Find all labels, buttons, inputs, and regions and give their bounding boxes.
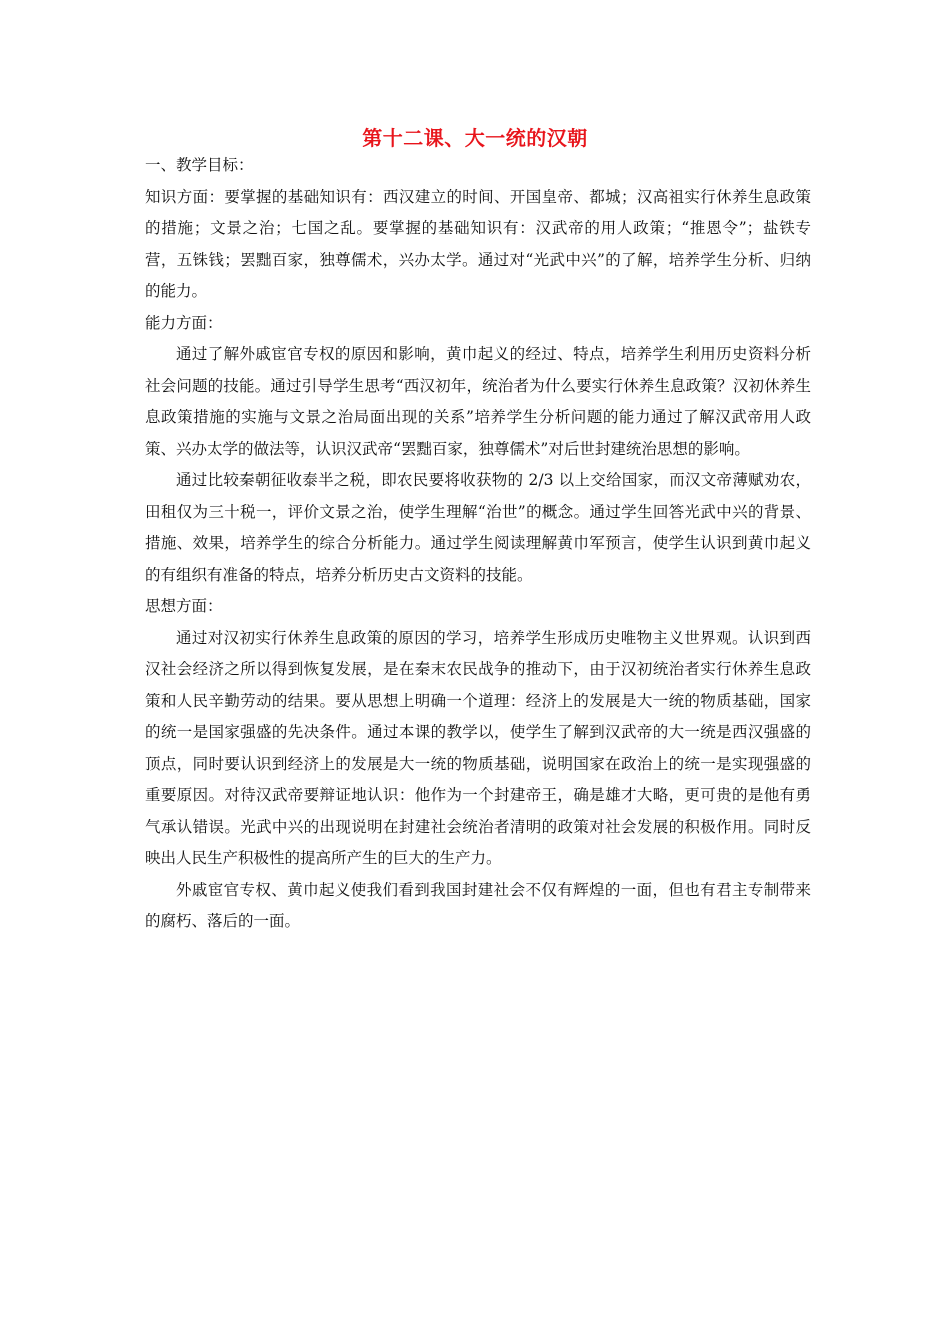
thought-paragraph-2: 外戚宦官专权、黄巾起义使我们看到我国封建社会不仅有辉煌的一面，但也有君主专制带来的腐朽、落后的一面。 [145, 880, 811, 930]
ability-paragraph-2: 通过比较秦朝征收泰半之税，即农民要将收获物的 2/3 以上交给国家，而汉文帝薄赋劝农，田租仅为三十税一，评价文景之治，使学生理解“治世”的概念。通过学生回答光武中兴的背景、措施、效果，培养学生的综合分析能力。通过学生阅读理解黄巾军预言，使学生认识到黄巾起义的有组织有准备的特点，培养分析历史古文资料的技能。 [145, 471, 811, 584]
section-heading: 一、教学目标： [145, 156, 254, 174]
thought-heading: 思想方面： [145, 597, 223, 615]
ability-paragraph-1: 通过了解外戚宦官专权的原因和影响，黄巾起义的经过、特点，培养学生利用历史资料分析社会问题的技能。通过引导学生思考“西汉初年，统治者为什么要实行休养生息政策？汉初休养生息政策措施的实施与文景之治局面出现的关系”培养学生分析问题的能力通过了解汉武帝用人政策、兴办太学的做法等，认识汉武帝“罢黜百家，独尊儒术”对后世封建统治思想的影响。 [145, 345, 811, 458]
document-body [145, 150, 811, 938]
document-title: 第十二课、大一统的汉朝 [362, 126, 588, 150]
knowledge-paragraph: 知识方面：要掌握的基础知识有：西汉建立的时间、开国皇帝、都城；汉高祖实行休养生息政策的措施；文景之治；七国之乱。要掌握的基础知识有：汉武帝的用人政策；“推恩令”；盐铁专营，五铢钱；罢黜百家，独尊儒术，兴办太学。通过对“光武中兴”的了解，培养学生分析、归纳的能力。 [145, 187, 811, 300]
ability-heading: 能力方面： [145, 313, 223, 332]
thought-paragraph-1: 通过对汉初实行休养生息政策的原因的学习，培养学生形成历史唯物主义世界观。认识到西汉社会经济之所以得到恢复发展，是在秦末农民战争的推动下，由于汉初统治者实行休养生息政策和人民辛勤劳动的结果。要从思想上明确一个道理：经济上的发展是大一统的物质基础，国家的统一是国家强盛的先决条件。通过本课的教学以，使学生了解到汉武帝的大一统是西汉强盛的顶点，同时要认识到经济上的发展是大一统的物质基础，说明国家在政治上的统一是实现强盛的重要原因。对待汉武帝要辩证地认识：他作为一个封建帝王，确是雄才大略，更可贵的是他有勇气承认错误。光武中兴的出现说明在封建社会统治者清明的政策对社会发展的积极作用。同时反映出人民生产积极性的提高所产生的巨大的生产力。 [145, 628, 811, 867]
